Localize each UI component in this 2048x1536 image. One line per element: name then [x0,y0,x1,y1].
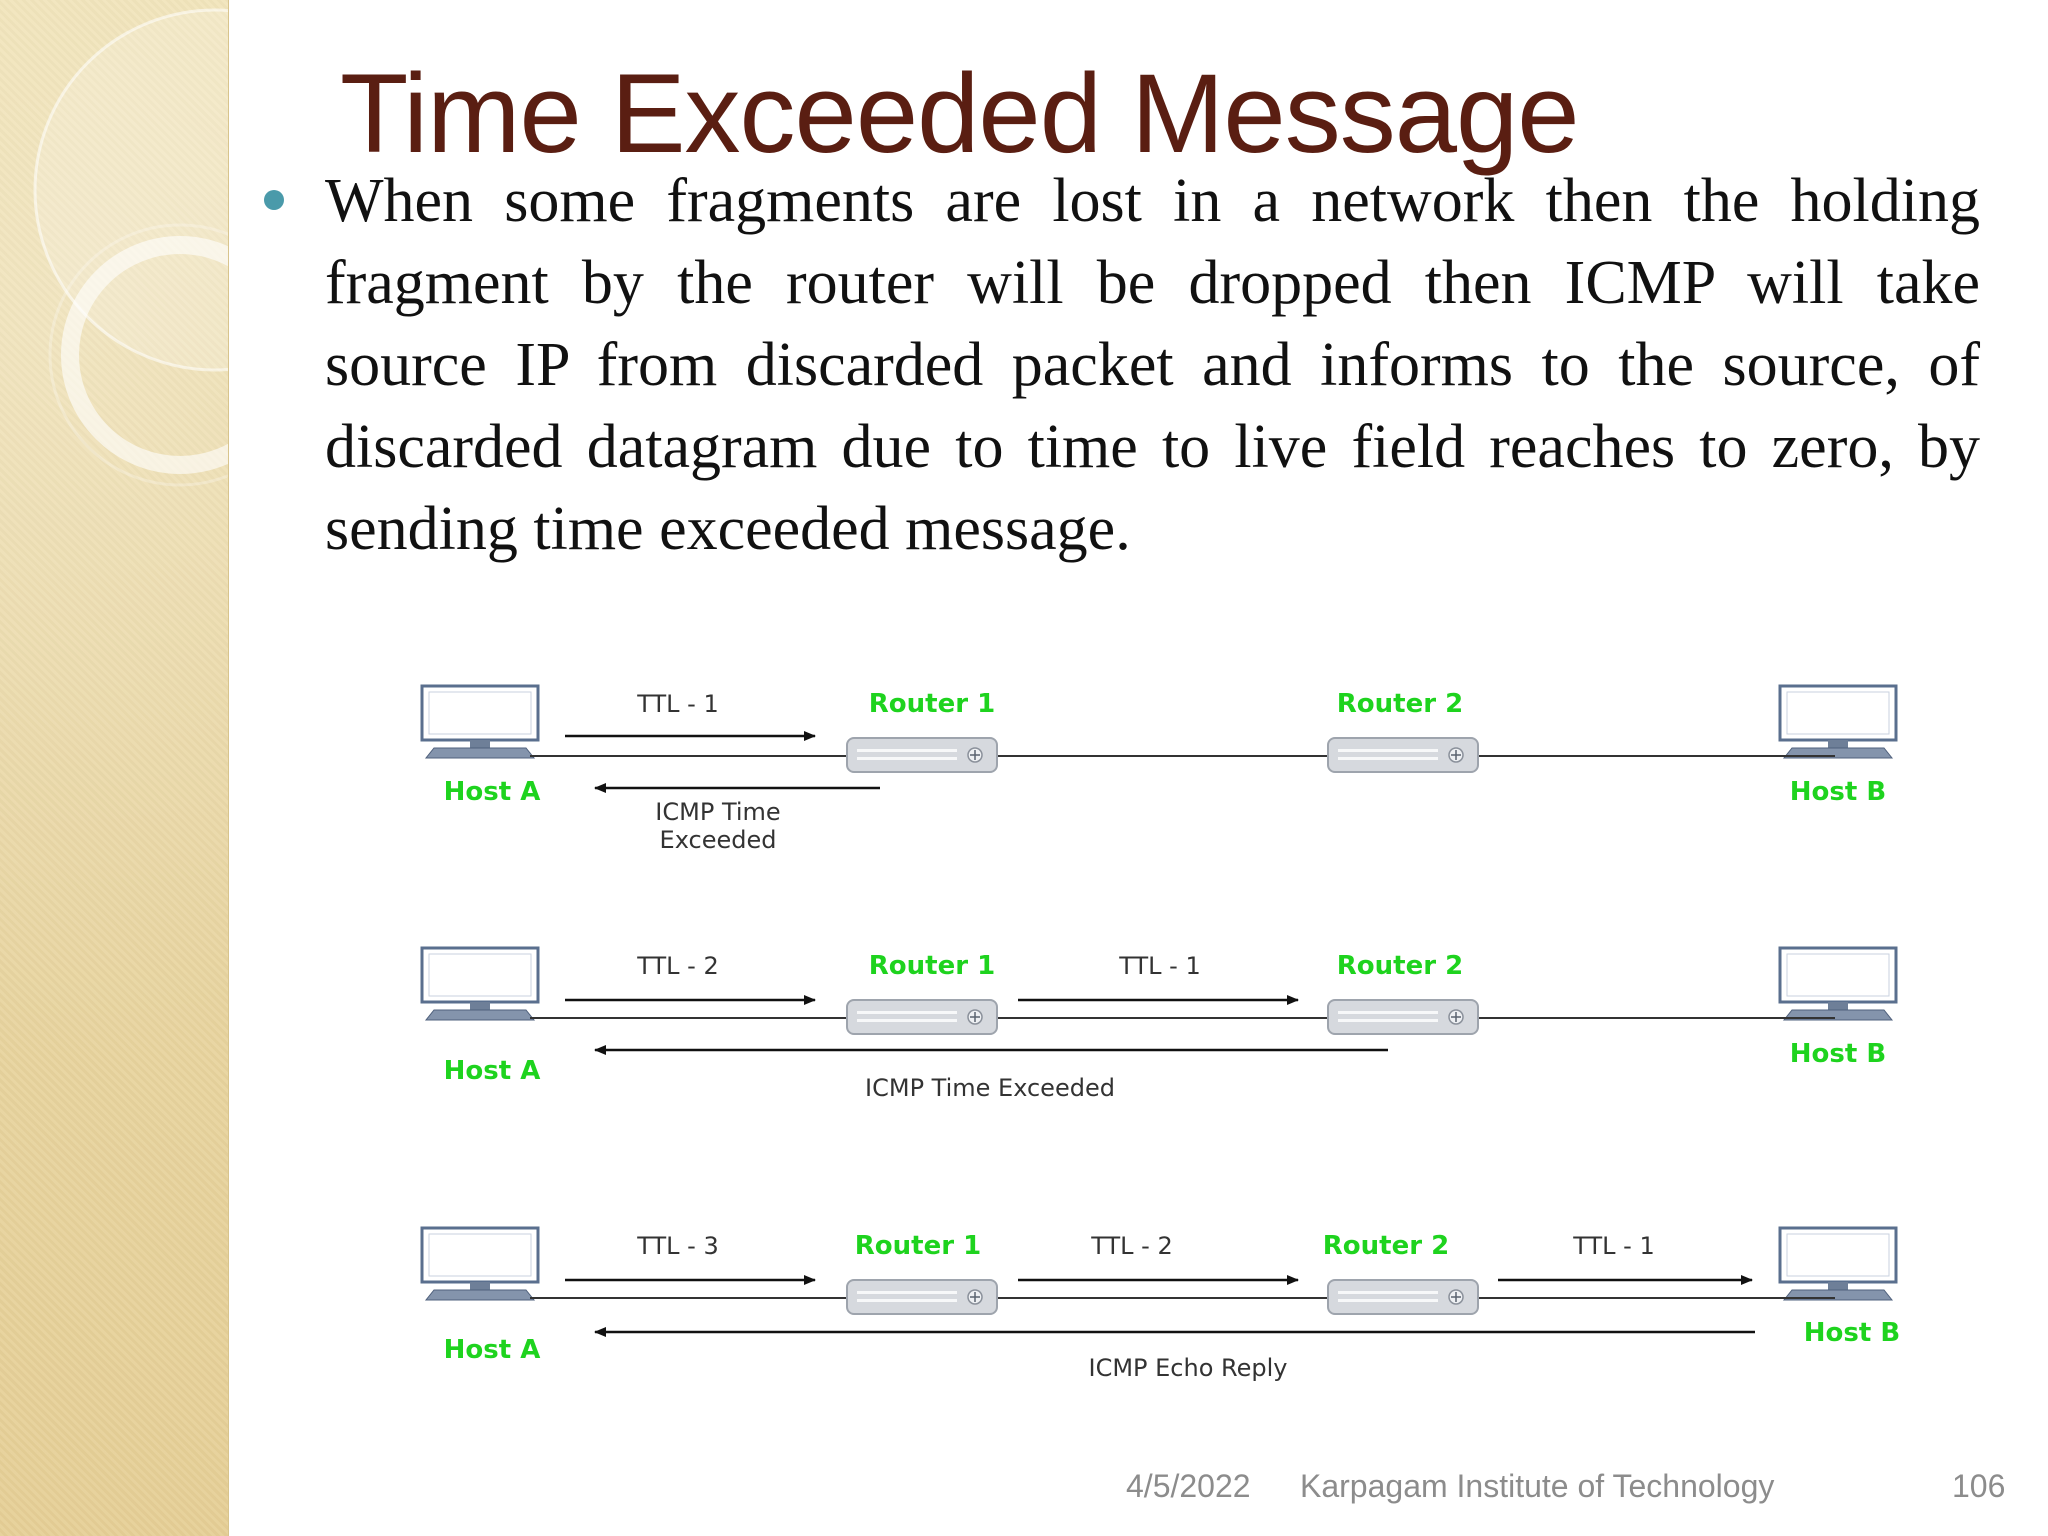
router-1-icon [847,738,997,772]
router-2-icon [1328,1000,1478,1034]
host-b-monitor-icon [1780,948,1896,1020]
router-1-icon [847,1000,997,1034]
ttl-label-r1-r2: TTL - 2 [1091,1232,1173,1260]
icmp-reply-label: ICMP Echo Reply [1088,1354,1288,1382]
ttl-label-r2-b: TTL - 1 [1573,1232,1655,1260]
router-2-label: Router 2 [1322,1231,1450,1261]
ttl-label-r1-r2: TTL - 1 [1119,952,1201,980]
host-a-label: Host A [443,1056,541,1086]
slide-title: Time Exceeded Message [340,51,1579,176]
ttl-label: TTL - 2 [637,952,719,980]
ttl-label: TTL - 3 [637,1232,719,1260]
router-2-icon [1328,738,1478,772]
router-1-icon [847,1280,997,1314]
scenario-3 [422,1228,1900,1382]
bullet-icon [264,190,284,210]
host-a-label: Host A [443,777,541,807]
router-1-label: Router 1 [868,689,996,719]
icmp-reply-label-line1: ICMP Time [655,798,781,826]
router-1-label: Router 1 [868,951,996,981]
host-a-monitor-icon [422,686,538,758]
router-2-label: Router 2 [1336,689,1464,719]
ttl-label: TTL - 1 [637,690,719,718]
footer-date: 4/5/2022 [1126,1468,1251,1504]
host-a-monitor-icon [422,948,538,1020]
host-a-label: Host A [443,1335,541,1365]
icmp-reply-label: ICMP Time Exceeded [865,1074,1115,1102]
router-2-icon [1328,1280,1478,1314]
ttl-diagram [410,670,1930,1390]
decorative-circles [0,0,228,1536]
footer-page-number: 106 [1952,1468,2006,1504]
footer-institution: Karpagam Institute of Technology [1300,1468,1775,1504]
host-b-monitor-icon [1780,1228,1896,1300]
host-b-label: Host B [1789,1039,1887,1069]
icmp-reply-label-line2: Exceeded [659,826,777,854]
bullet-text: When some fragments are lost in a network then the holding fragment by the router will be dropped then ICMP will take source IP from discarded packet and informs to the source, of discarded datagram due to time to live field reaches to zero, by sending time exceeded message. [325,167,1980,563]
scenario-1 [422,686,1896,854]
host-a-monitor-icon [422,1228,538,1300]
router-1-label: Router 1 [854,1231,982,1261]
scenario-2 [422,948,1896,1102]
host-b-label: Host B [1789,777,1887,807]
host-b-label: Host B [1803,1318,1901,1348]
router-2-label: Router 2 [1336,951,1464,981]
sidebar-decoration [0,0,229,1536]
host-b-monitor-icon [1780,686,1896,758]
